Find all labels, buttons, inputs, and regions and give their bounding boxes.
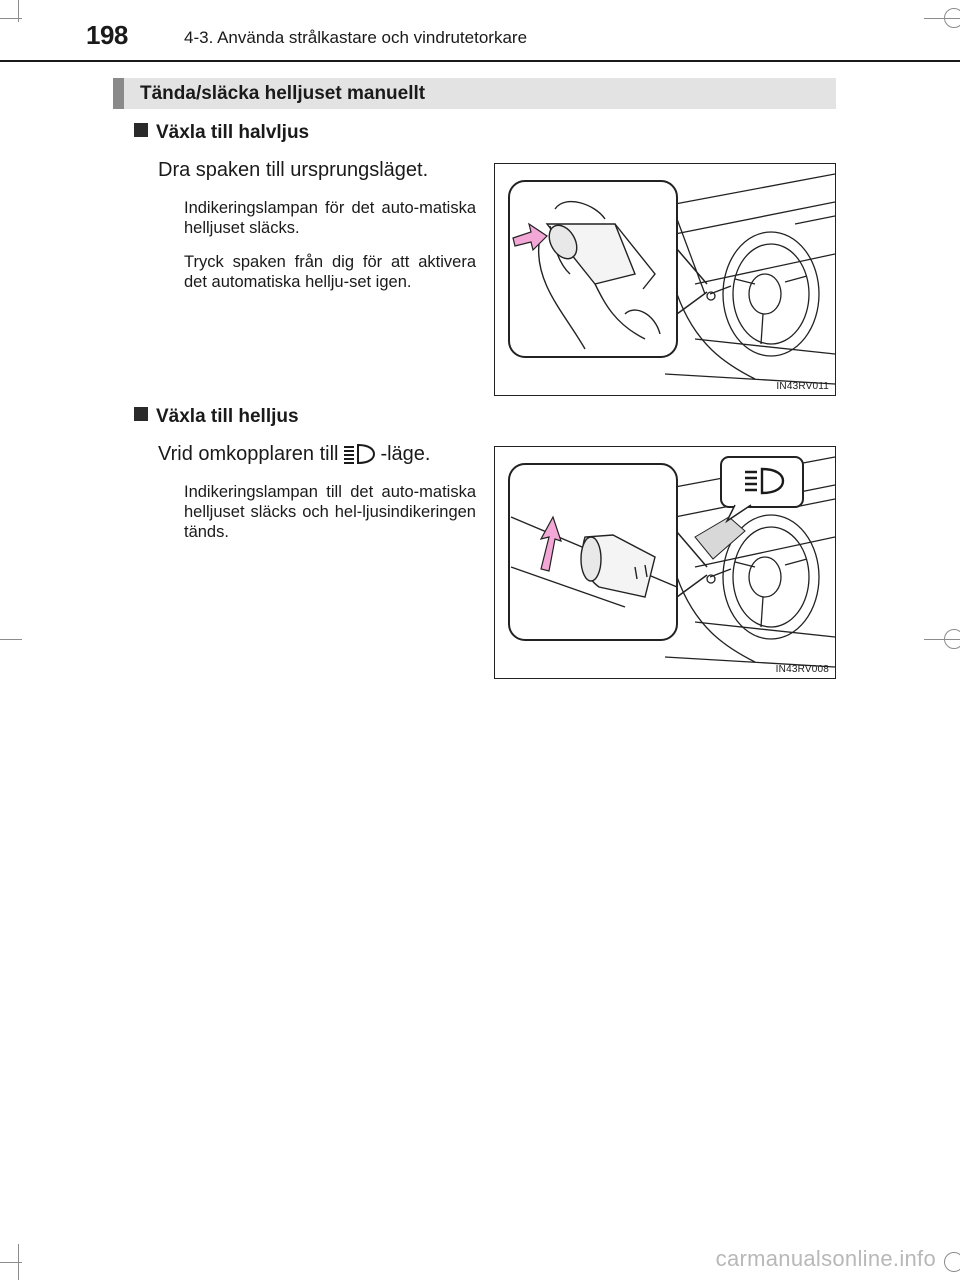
figure-high-beam bbox=[494, 446, 836, 679]
crop-mark bbox=[0, 639, 22, 640]
note-text: Indikeringslampan till det auto-matiska helljuset släcks och hel-ljusindikeringen tänds. bbox=[184, 483, 476, 541]
high-beam-icon bbox=[342, 443, 376, 471]
watermark: carmanualsonline.info bbox=[715, 1246, 936, 1271]
instruction-text-before: Vrid omkopplaren till bbox=[158, 443, 339, 465]
section-bar bbox=[113, 78, 836, 109]
page-number: 198 bbox=[86, 20, 128, 50]
figure-low-beam bbox=[494, 163, 836, 396]
note-text: Indikeringslampan för det auto-matiska helljuset släcks. bbox=[184, 199, 476, 237]
section-title: Tända/släcka helljuset manuellt bbox=[140, 83, 426, 104]
square-bullet-icon bbox=[134, 407, 148, 421]
crop-mark bbox=[18, 0, 19, 22]
figure-code: IN43RV008 bbox=[775, 664, 829, 675]
subheading-high-beam bbox=[134, 406, 299, 428]
figure-code: IN43RV011 bbox=[776, 381, 829, 392]
instruction-text bbox=[158, 443, 430, 471]
crop-registration-icon bbox=[944, 1252, 960, 1272]
instruction-text: Dra spaken till ursprungsläget. bbox=[158, 159, 429, 181]
crop-registration-icon bbox=[944, 8, 960, 28]
note-text: Tryck spaken från dig för att aktivera det automatiska hellju-set igen. bbox=[184, 253, 476, 291]
square-bullet-icon bbox=[134, 123, 148, 137]
header-rule bbox=[0, 60, 960, 62]
subheading-text: Växla till halvljus bbox=[156, 122, 310, 143]
instruction-text-after: -läge. bbox=[380, 443, 431, 465]
crop-mark bbox=[18, 1244, 19, 1280]
lever-twist-illustration bbox=[495, 447, 836, 679]
subheading-text: Växla till helljus bbox=[156, 406, 299, 427]
crop-registration-icon bbox=[944, 629, 960, 649]
subheading-low-beam bbox=[134, 122, 309, 144]
chapter-title: 4-3. Använda strålkastare och vindrutetorkare bbox=[184, 28, 528, 47]
lever-pull-illustration bbox=[495, 164, 836, 396]
